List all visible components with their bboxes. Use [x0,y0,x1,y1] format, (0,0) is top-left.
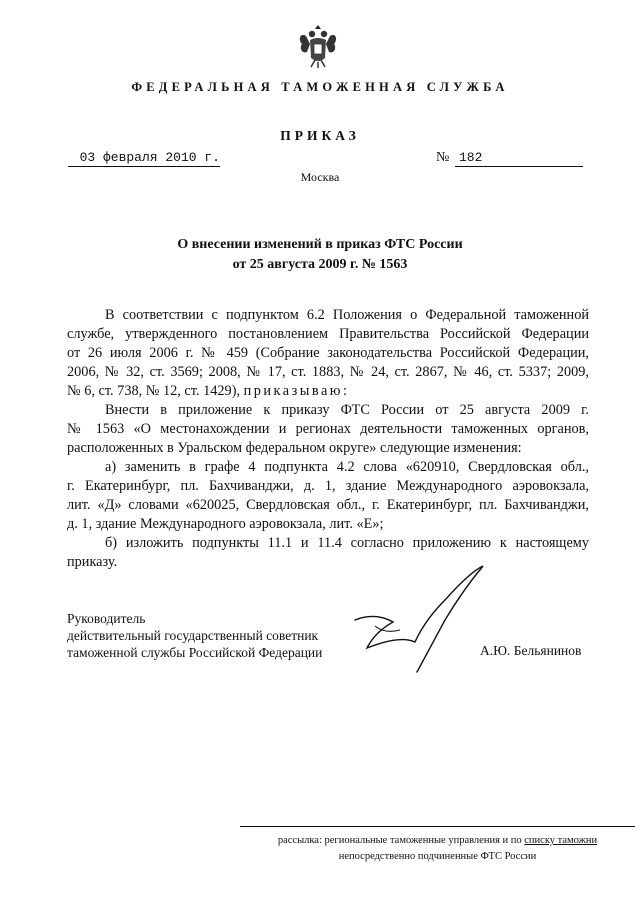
body-line: службе, утвержденного постановлением Правительства Российской Федерации [67,326,589,342]
item-b-line: б) изложить подпункты 11.1 и 11.4 согласно приложению к настоящему [105,535,589,551]
order-subject [0,235,640,275]
distribution-text: рассылка: региональные таможенные управления и по [277,835,525,846]
body-text: № 6, ст. 738, № 12, ст. 1429), [67,383,241,399]
item-b-line: приказу. [67,554,118,570]
body-line: 2006, № 32, ст. 3569; 2008, № 17, ст. 1883, № 24, ст. 2867, № 46, ст. 5337; 2009, [67,364,589,380]
footer-divider [240,826,635,827]
item-a-line: д. 1, здание Международного аэровокзала, лит. «Е»; [67,516,384,532]
signatory-title-line: таможенной службы Российской Федерации [67,645,323,660]
handwritten-signature [345,560,495,680]
distribution-line-2: непосредственно подчиненные ФТС России [338,851,537,862]
body-line: Внести в приложение к приказу ФТС России от 25 августа 2009 г. [105,402,589,418]
signatory-name: А.Ю. Бельянинов [480,643,582,658]
distribution-note [240,833,635,865]
item-a-line: г. Екатеринбург, пл. Бахчиванджи, д. 1, здание Международного аэровокзала, [67,478,589,494]
signatory-title-line: действительный государственный советник [67,628,319,643]
item-a-line: лит. «Д» словами «620025, Свердловская обл., г. Екатеринбург, пл. Бахчиванджи, [67,497,589,513]
body-line: от 26 июля 2006 г. № 459 (Собрание законодательства Российской Федерации, [67,345,589,361]
agency-name: ФЕДЕРАЛЬНАЯ ТАМОЖЕННАЯ СЛУЖБА [131,80,509,94]
customs-list-link: списку таможни [524,835,598,846]
order-verb: приказываю: [243,383,350,399]
body-line: В соответствии с подпунктом 6.2 Положения о Федеральной таможенной [105,307,589,323]
signatory-title-line: Руководитель [67,611,146,626]
body-line: № 1563 «О местонахождении и регионах деятельности таможенных органов, [67,421,589,437]
order-number-label: № [436,150,450,165]
subject-line-2: от 25 августа 2009 г. № 1563 [232,257,408,272]
order-date: 03 февраля 2010 г. [68,150,220,167]
coat-of-arms-emblem [296,22,340,70]
body-line [67,382,349,401]
item-a-line: а) заменить в графе 4 подпункта 4.2 слова «620910, Свердловская обл., [105,459,589,475]
order-title: ПРИКАЗ [280,128,360,143]
signatory-title [67,610,322,661]
subject-line-1: О внесении изменений в приказ ФТС России [177,237,463,252]
order-number: 182 [455,150,583,167]
distribution-line-1 [240,833,635,849]
body-line: расположенных в Уральском федеральном округе» следующие изменения: [67,440,522,456]
city: Москва [300,170,340,184]
